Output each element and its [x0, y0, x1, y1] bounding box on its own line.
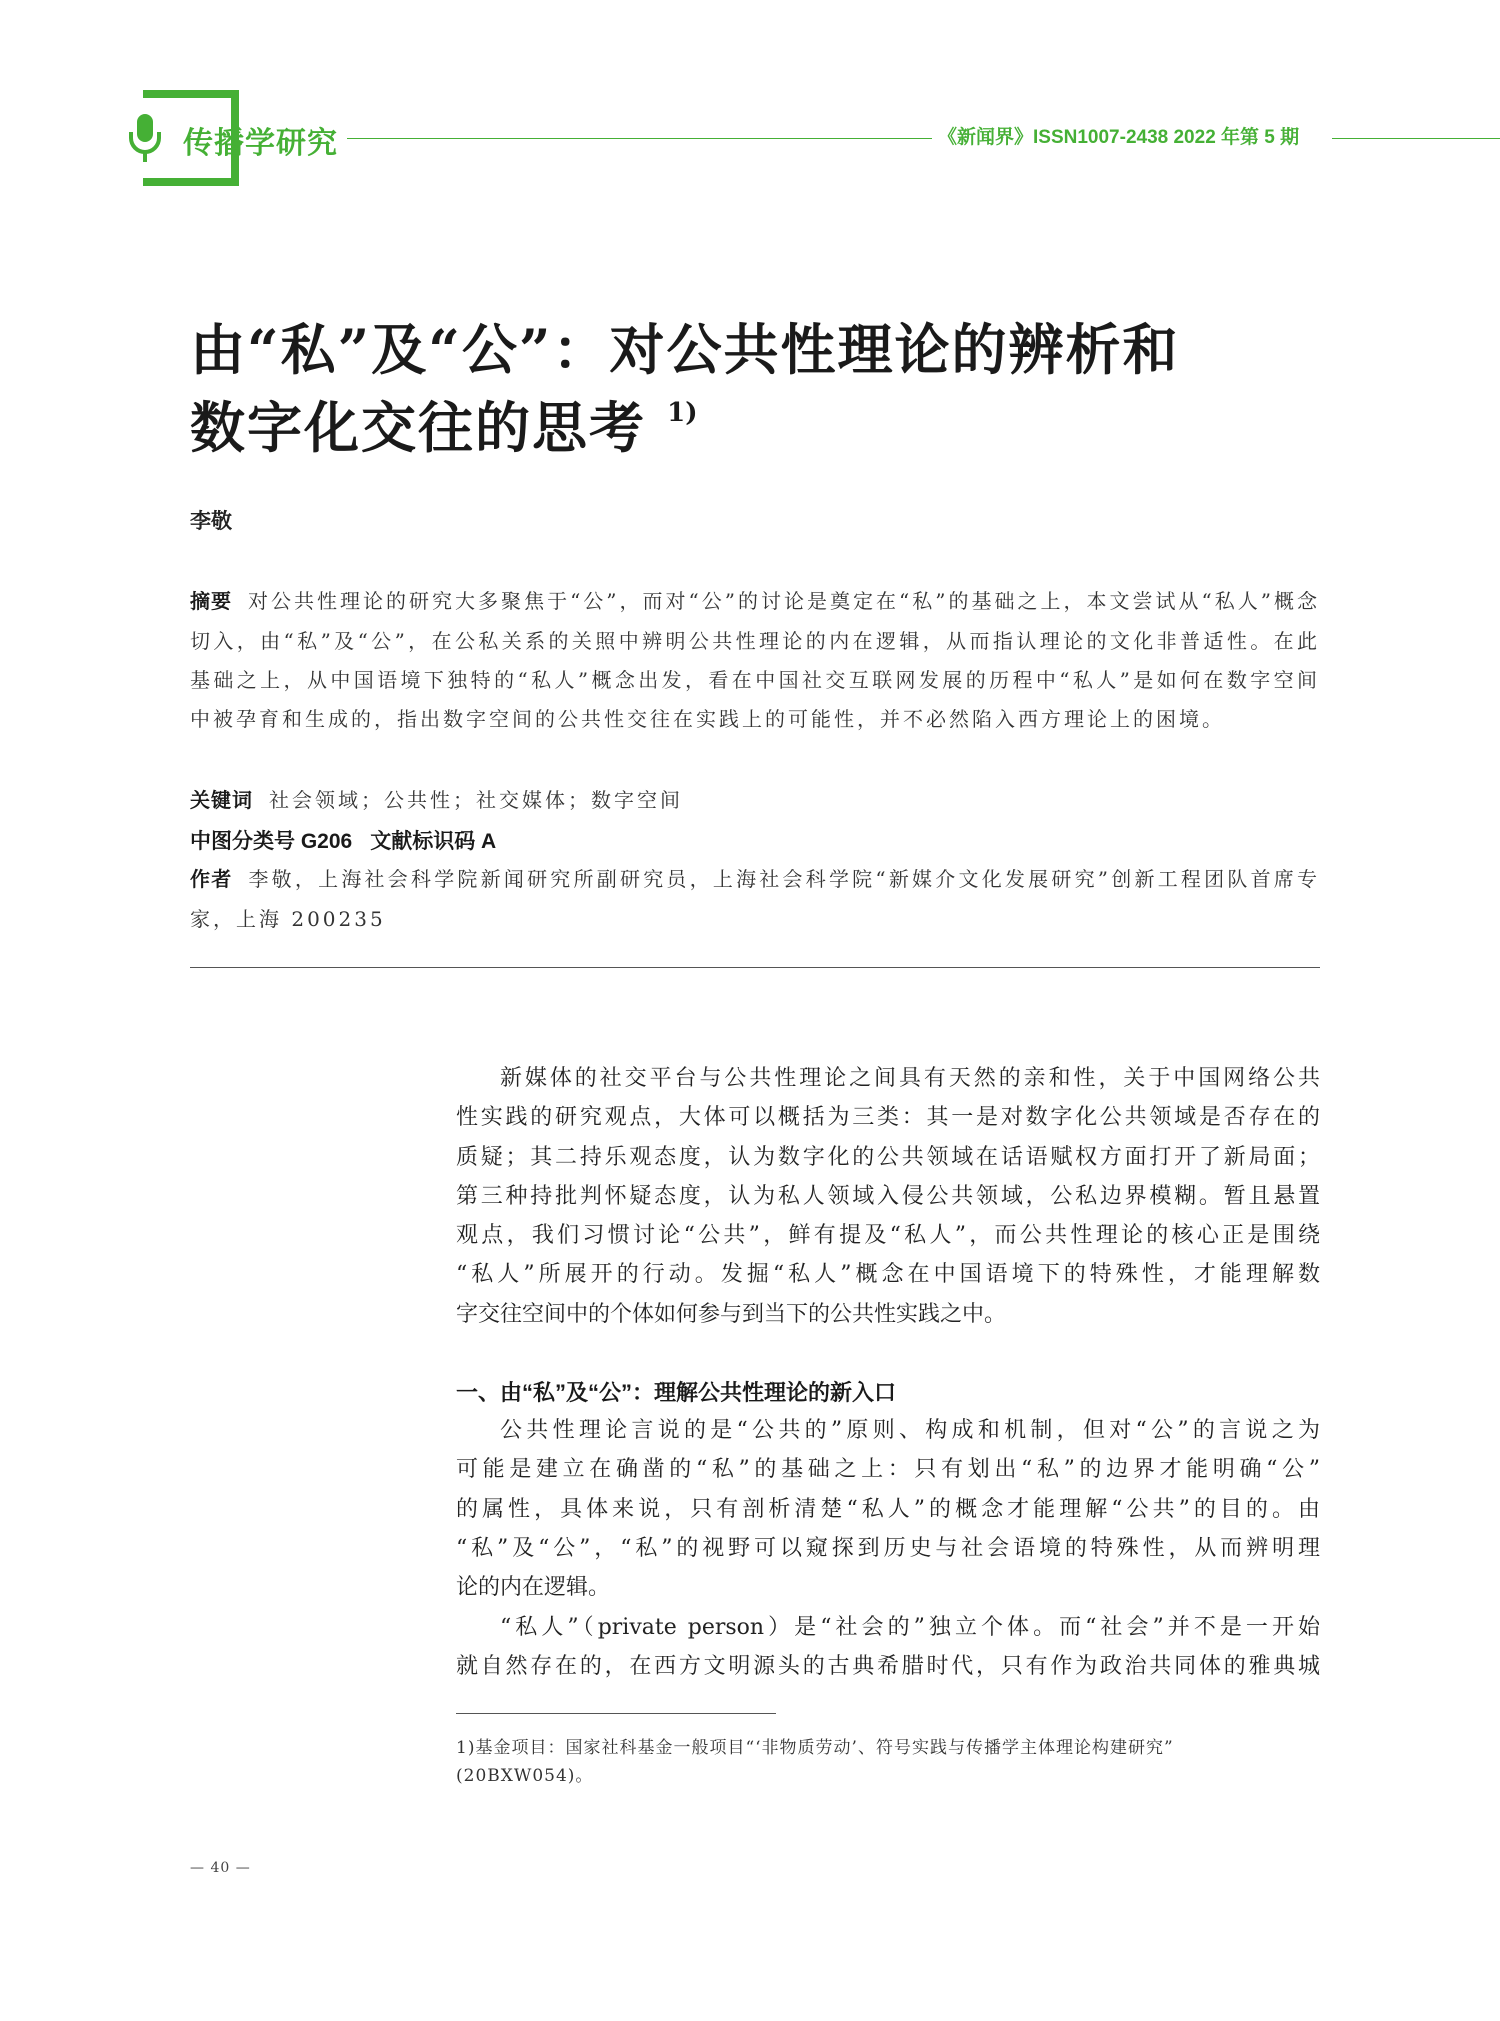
text-line: 可能是建立在确凿的“私”的基础之上：只有划出“私”的边界才能明确“公”	[456, 1457, 1320, 1483]
keywords	[190, 781, 1320, 821]
author-info-text: 李敬，上海社会科学院新闻研究所副研究员，上海社会科学院“新媒介文化发展研究”创新工程团队首席专家，上海 200235	[190, 867, 1321, 931]
keywords-label: 关键词	[190, 790, 253, 812]
text-line: 公共性理论言说的是“公共的”原则、构成和机制，但对“公”的言说之为	[500, 1418, 1320, 1443]
author-info	[190, 860, 1320, 939]
article-title-line1: 由“私”及“公”：对公共性理论的辨析和	[190, 317, 1180, 382]
author-info-label: 作者	[190, 869, 233, 891]
footnote-rule	[456, 1713, 776, 1714]
text-line: 的属性，具体来说，只有剖析清楚“私人”的概念才能理解“公共”的目的。由	[456, 1496, 1320, 1522]
text-line: 就自然存在的，在西方文明源头的古典希腊时代，只有作为政治共同体的雅典城	[456, 1654, 1320, 1680]
footnote-line: 1)基金项目：国家社科基金一般项目“‘非物质劳动’、符号实践与传播学主体理论构建研究”	[456, 1738, 1174, 1758]
text-line: 性实践的研究观点，大体可以概括为三类：其一是对数字化公共领域是否存在的	[456, 1105, 1320, 1131]
article-title-line2	[190, 395, 1340, 460]
text-line: 观点，我们习惯讨论“公共”，鲜有提及“私人”，而公共性理论的核心正是围绕	[456, 1223, 1320, 1249]
text-line: “私”及“公”，“私”的视野可以窥探到历史与社会语境的特殊性，从而辨明理	[456, 1535, 1320, 1561]
abstract	[190, 582, 1320, 739]
text-line: 字交往空间中的个体如何参与到当下的公共性实践之中。	[456, 1301, 1007, 1327]
section-name: 传播学研究	[183, 126, 338, 161]
text-line: “私人”（private person）是“社会的”独立个体。而“社会”并不是一开始	[500, 1615, 1320, 1640]
header-rule-left	[347, 138, 932, 139]
page-number: — 40 —	[190, 1860, 251, 1876]
abstract-text: 对公共性理论的研究大多聚焦于“公”，而对“公”的讨论是奠定在“私”的基础之上，本文尝试从“私人”概念切入，由“私”及“公”，在公私关系的关照中辨明公共性理论的内在逻辑，从而指认理论的文化非普适性。在此基础之上，从中国语境下独特的“私人”概念出发，看在中国社交互联网发展的历程中“私人”是如何在数字空间中被孕育和生成的，指出数字空间的公共性交往在实践上的可能性，并不必然陷入西方理论上的困境。	[190, 589, 1321, 731]
text-line: 新媒体的社交平台与公共性理论之间具有天然的亲和性，关于中国网络公共	[500, 1066, 1320, 1091]
abstract-label: 摘要	[190, 591, 233, 613]
author-name: 李敬	[190, 510, 232, 533]
text-line: 第三种持批判怀疑态度，认为私人领域入侵公共领域，公私边界模糊。暂且悬置	[456, 1183, 1320, 1209]
article-title-line2-text: 数字化交往的思考	[190, 395, 647, 460]
footnote-line: (20BXW054)。	[456, 1766, 594, 1786]
text-line: 论的内在逻辑。	[456, 1575, 611, 1601]
header-rule-right	[1332, 138, 1500, 139]
section1-paragraph1	[456, 1411, 1320, 1607]
footnote	[456, 1734, 1320, 1790]
journal-info: 《新闻界》ISSN1007-2438 2022 年第 5 期	[938, 127, 1300, 148]
text-line: 质疑；其二持乐观态度，认为数字化的公共领域在话语赋权方面打开了新局面；	[456, 1144, 1320, 1170]
microphone-icon	[128, 112, 162, 164]
section1-paragraph2	[456, 1608, 1320, 1687]
abstract-divider	[190, 967, 1320, 968]
title-footnote-mark[interactable]: 1)	[667, 398, 698, 428]
intro-paragraph	[456, 1059, 1320, 1334]
document-code: 文献标识码 A	[370, 830, 497, 853]
classification-line	[190, 825, 514, 855]
section-heading: 一、由“私”及“公”：理解公共性理论的新入口	[456, 1380, 897, 1405]
clc-number: 中图分类号 G206	[190, 830, 353, 853]
text-line: “私人”所展开的行动。发掘“私人”概念在中国语境下的特殊性，才能理解数	[456, 1262, 1320, 1288]
keywords-text: 社会领域；公共性；社交媒体；数字空间	[269, 788, 683, 812]
